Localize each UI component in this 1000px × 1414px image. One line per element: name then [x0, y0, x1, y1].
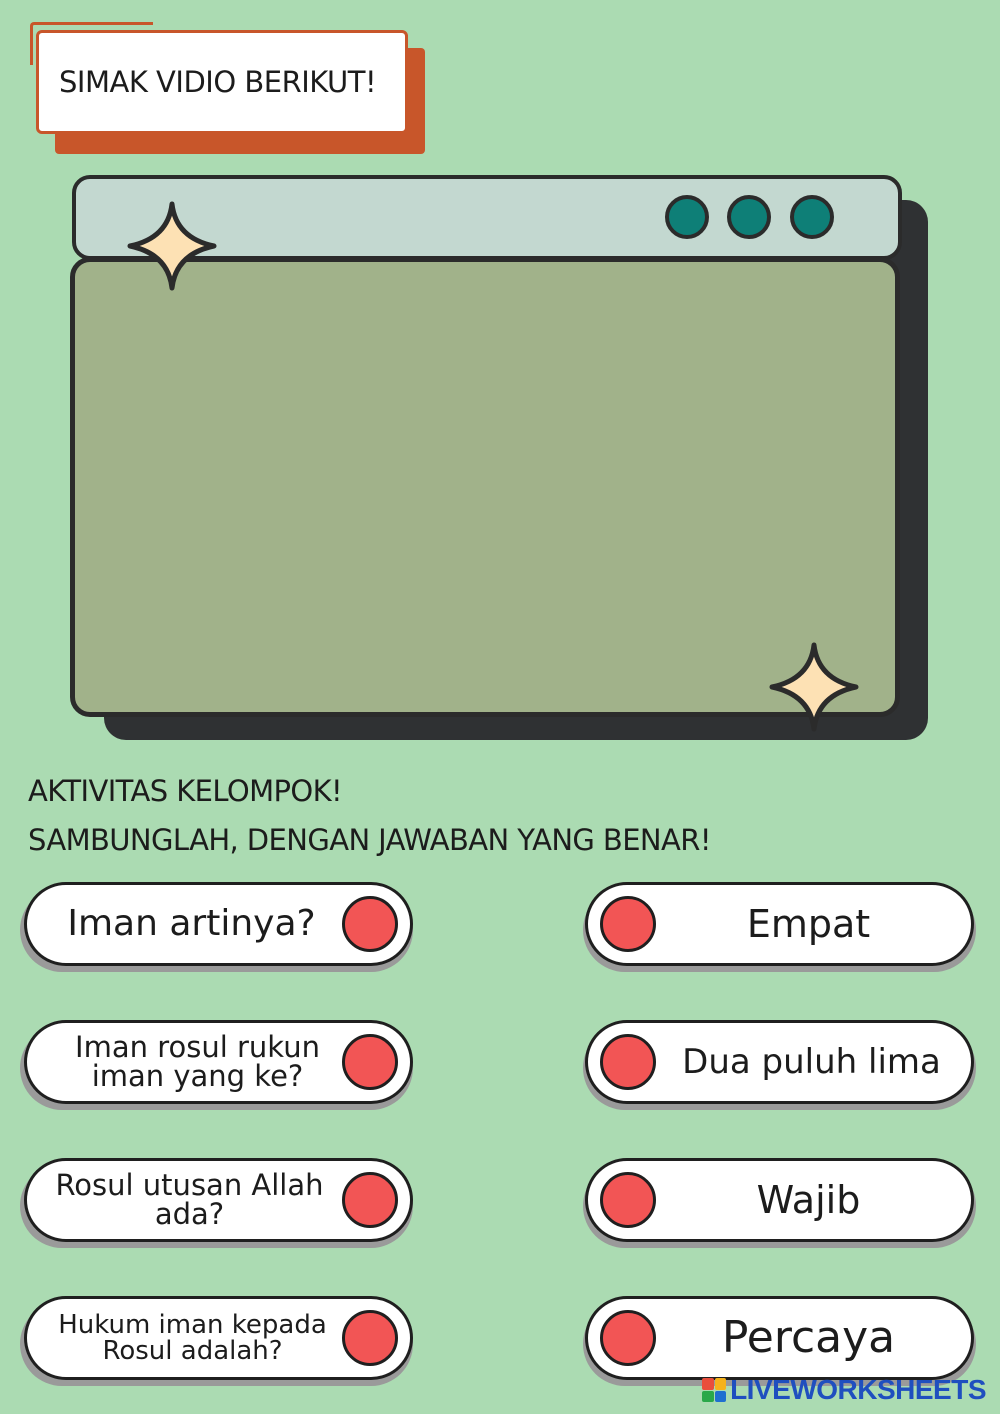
answer-text: Empat [746, 902, 871, 946]
answer-pill [585, 1296, 974, 1380]
question-pill [24, 1296, 413, 1380]
answer-text: Percaya [721, 1312, 896, 1363]
question-text: Hukum iman kepada Rosul adalah? [58, 1310, 327, 1366]
question-pill [24, 1158, 413, 1242]
window-dot-icon [790, 195, 834, 239]
activity-heading: AKTIVITAS KELOMPOK! [28, 774, 343, 808]
window-dot-icon [727, 195, 771, 239]
question-text: Iman rosul rukun iman yang ke? [75, 1030, 320, 1093]
question-text: Iman artinya? [67, 903, 316, 944]
watermark-text: LIVEWORKSHEETS [730, 1374, 986, 1405]
sparkle-icon [764, 637, 864, 737]
match-point[interactable] [342, 896, 398, 952]
window-dot-icon [665, 195, 709, 239]
question-pill [24, 1020, 413, 1104]
answer-pill [585, 1020, 974, 1104]
answer-pill [585, 882, 974, 966]
answer-text: Wajib [756, 1178, 861, 1222]
answer-pill [585, 1158, 974, 1242]
answer-text: Dua puluh lima [682, 1042, 941, 1082]
match-point[interactable] [342, 1172, 398, 1228]
liveworksheets-logo-icon [702, 1378, 726, 1402]
match-point[interactable] [342, 1310, 398, 1366]
header-note [36, 30, 408, 134]
question-pill [24, 882, 413, 966]
match-point[interactable] [600, 1172, 656, 1228]
match-point[interactable] [600, 1310, 656, 1366]
sparkle-icon [122, 196, 222, 296]
instruction-text: SAMBUNGLAH, DENGAN JAWABAN YANG BENAR! [28, 823, 711, 857]
match-point[interactable] [600, 896, 656, 952]
match-point[interactable] [342, 1034, 398, 1090]
question-text: Rosul utusan Allah ada? [55, 1168, 324, 1231]
liveworksheets-watermark [702, 1374, 986, 1406]
match-point[interactable] [600, 1034, 656, 1090]
header-title: SIMAK VIDIO BERIKUT! [59, 65, 377, 99]
